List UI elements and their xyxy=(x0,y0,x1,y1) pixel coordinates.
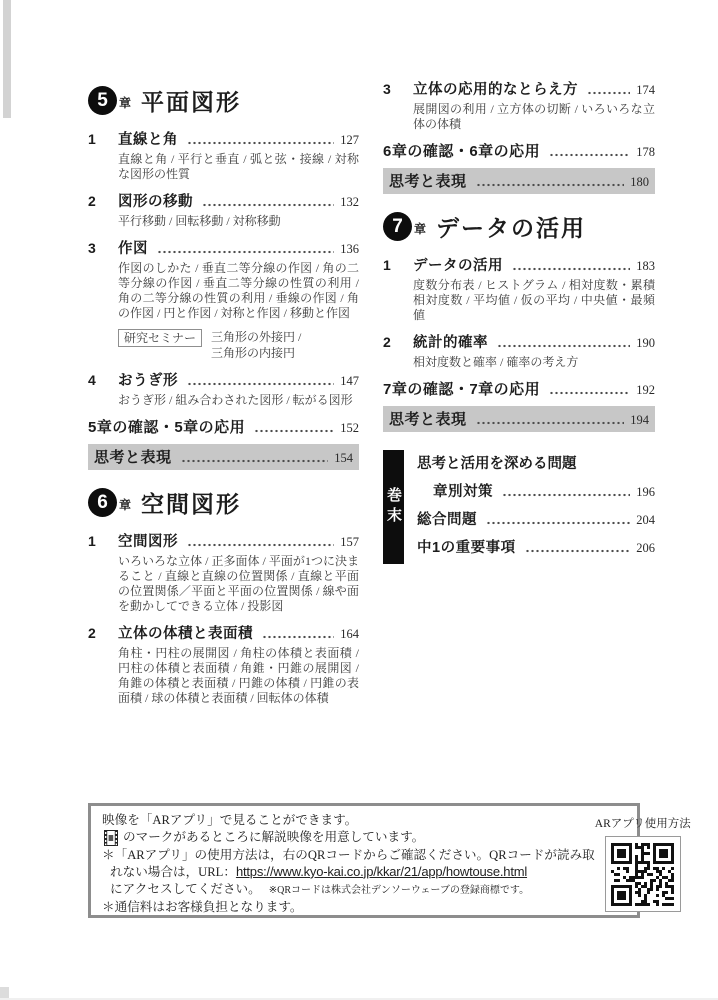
chapter-heading xyxy=(88,84,359,117)
leader-dots xyxy=(549,391,630,395)
section-description: いろいろな立体 / 正多面体 / 平面が1つに決まること / 直線と直線の位置関係 / 直線と平面の位置関係／平面と平面の位置関係 / 線や面を動かしてできる立体 / 投影図 xyxy=(118,554,359,613)
section-description: 展開図の利用 / 立方体の切断 / いろいろな立体の体積 xyxy=(413,102,655,131)
chapter-suffix: 章 xyxy=(414,222,427,236)
leader-dots xyxy=(486,521,630,525)
page-number: 194 xyxy=(630,413,649,427)
review-entry xyxy=(383,378,655,399)
ar-app-notice-text xyxy=(102,812,595,915)
section-title: 空間図形 xyxy=(118,534,178,550)
section-description: 作図のしかた / 垂直二等分線の作図 / 角の二等分線の作図 / 垂直二等分線の性質の利用 / 角の二等分線の性質の利用 / 垂線の作図 / 角の作図 / 円と作図 / 対称と作図 / 移動と作図 xyxy=(118,261,359,320)
seminar-line-1: 三角形の外接円 / xyxy=(211,330,302,344)
toc-column-right xyxy=(383,78,655,564)
review-title: 6章の確認・6章の応用 xyxy=(383,143,541,160)
chapter-title: 空間図形 xyxy=(141,491,242,517)
toc-section xyxy=(88,128,359,182)
section-title: 作図 xyxy=(118,241,148,257)
chapter-title: データの活用 xyxy=(436,215,587,241)
leader-dots xyxy=(587,91,630,95)
section-number: 3 xyxy=(88,240,96,256)
leader-dots xyxy=(187,141,334,145)
toc-section xyxy=(383,331,655,370)
toc-row xyxy=(88,369,359,390)
seminar-label: 研究セミナー xyxy=(118,329,202,347)
backmatter-block xyxy=(383,450,655,564)
toc-row xyxy=(88,237,359,258)
page-number: 180 xyxy=(630,175,649,189)
backmatter-body xyxy=(417,450,655,564)
section-number: 1 xyxy=(88,533,96,549)
toc-row xyxy=(88,128,359,149)
toc-column-left xyxy=(88,84,359,714)
leader-dots xyxy=(187,543,334,547)
footer-line-1 xyxy=(102,812,595,829)
highlight-entry xyxy=(383,168,655,194)
chapter-suffix: 章 xyxy=(119,96,132,110)
highlight-entry xyxy=(383,406,655,432)
backmatter-item-title: 総合問題 xyxy=(417,512,477,528)
qr-label: ARアプリ使用方法 xyxy=(594,818,691,830)
ar-app-notice-box xyxy=(88,803,691,918)
page-number: 178 xyxy=(636,145,655,159)
toc-section xyxy=(88,369,359,408)
ar-app-qr-area xyxy=(595,812,691,911)
page-number: 196 xyxy=(636,485,655,499)
section-description: 直線と角 / 平行と垂直 / 弧と弦・接線 / 対称な図形の性質 xyxy=(118,152,359,181)
leader-dots xyxy=(262,635,334,639)
page-number: 192 xyxy=(636,383,655,397)
page-number: 136 xyxy=(340,242,359,256)
toc-row xyxy=(383,78,655,99)
leader-dots xyxy=(254,429,334,433)
photo-edge-strip-top xyxy=(3,0,11,118)
qr-trademark-note: ※QRコードは株式会社デンソーウェーブの登録商標です。 xyxy=(268,885,530,897)
page-number: 152 xyxy=(340,421,359,435)
backmatter-item xyxy=(417,508,655,529)
toc-row xyxy=(88,190,359,211)
page-number: 183 xyxy=(636,259,655,273)
section-title: 図形の移動 xyxy=(118,194,193,210)
leader-dots xyxy=(157,250,334,254)
toc-row xyxy=(383,254,655,275)
footer-line-6-text: ＊通信料はお客様負担となります。 xyxy=(102,900,303,915)
toc-section xyxy=(383,254,655,323)
qr-frame xyxy=(605,836,681,912)
backmatter-item xyxy=(417,536,655,557)
section-number: 2 xyxy=(383,334,391,350)
toc-section xyxy=(88,530,359,614)
backmatter-heading: 思考と活用を深める問題 xyxy=(417,456,577,472)
leader-dots xyxy=(181,459,328,463)
section-description: 相対度数と確率 / 確率の考え方 xyxy=(413,355,579,369)
toc-row xyxy=(383,331,655,352)
footer-line-3-text: ＊「ARアプリ」の使用方法は，右のQRコードからご確認ください。QRコードが読み取 xyxy=(102,847,595,862)
section-number: 2 xyxy=(88,193,96,209)
footer-line-5-text: にアクセスしてください。 xyxy=(110,882,261,897)
howtouse-url: https://www.kyo-kai.co.jp/kkar/21/app/howtouse.html xyxy=(235,863,528,879)
footer-line-2-text: のマークがあるところに解説映像を用意しています。 xyxy=(123,830,425,845)
page-number: 157 xyxy=(340,535,359,549)
section-title: おうぎ形 xyxy=(118,373,178,389)
review-title: 5章の確認・5章の応用 xyxy=(88,419,246,436)
section-description: 角柱・円柱の展開図 / 角柱の体積と表面積 / 円柱の体積と表面積 / 角錐・円錐の展開図 / 角錐の体積と表面積 / 円錐の体積 / 円錐の表面積 / 球の体積と表面積 / 回転体の体積 xyxy=(118,646,359,705)
footer-line-3 xyxy=(102,847,595,864)
section-description: おうぎ形 / 組み合わされた図形 / 転がる図形 xyxy=(118,393,353,407)
toc-section xyxy=(88,622,359,706)
leader-dots xyxy=(476,421,624,425)
chapter-number-badge: 7 xyxy=(383,212,412,241)
footer-line-4-prefix: れない場合は，URL： xyxy=(110,864,236,879)
toc-row xyxy=(88,622,359,643)
leader-dots xyxy=(497,344,630,348)
leader-dots xyxy=(512,267,630,271)
highlight-title: 思考と表現 xyxy=(94,449,172,466)
leader-dots xyxy=(476,183,624,187)
chapter-title: 平面図形 xyxy=(141,89,242,115)
toc-section xyxy=(383,78,655,132)
leader-dots xyxy=(202,203,334,207)
chapter-number-badge: 5 xyxy=(88,86,117,115)
page-number: 132 xyxy=(340,195,359,209)
page-number: 174 xyxy=(636,83,655,97)
section-description: 平行移動 / 回転移動 / 対称移動 xyxy=(118,214,281,228)
chapter-suffix: 章 xyxy=(119,498,132,512)
page-number: 204 xyxy=(636,513,655,527)
highlight-entry xyxy=(88,444,359,470)
section-description: 度数分布表 / ヒストグラム / 相対度数・累積相対度数 / 平均値 / 仮の平均 / 中央値・最頻値 xyxy=(413,278,655,322)
section-number: 1 xyxy=(88,131,96,147)
leader-dots xyxy=(525,549,630,553)
seminar-text xyxy=(211,329,359,361)
backmatter-item xyxy=(433,480,655,501)
page-number: 147 xyxy=(340,374,359,388)
leader-dots xyxy=(187,382,334,386)
backmatter-tab: 巻末 xyxy=(383,450,404,564)
footer-line-4 xyxy=(102,864,595,881)
highlight-title: 思考と表現 xyxy=(389,173,467,190)
page-number: 127 xyxy=(340,133,359,147)
qr-code xyxy=(611,843,674,906)
toc-section xyxy=(88,190,359,229)
review-title: 7章の確認・7章の応用 xyxy=(383,381,541,398)
backmatter-item-title: 中1の重要事項 xyxy=(417,540,516,556)
leader-dots xyxy=(502,493,630,497)
section-title: 立体の体積と表面積 xyxy=(118,626,253,642)
section-title: 立体の応用的なとらえ方 xyxy=(413,82,578,98)
section-title: 直線と角 xyxy=(118,132,178,148)
toc-row xyxy=(88,530,359,551)
footer-line-2 xyxy=(102,829,595,846)
page-number: 164 xyxy=(340,627,359,641)
section-title: データの活用 xyxy=(413,258,503,274)
research-seminar xyxy=(118,329,359,361)
chapter-heading xyxy=(88,486,359,519)
page-number: 154 xyxy=(334,451,353,465)
film-strip-icon xyxy=(104,830,118,846)
seminar-line-2: 三角形の内接円 xyxy=(211,346,296,360)
review-entry xyxy=(88,416,359,437)
section-title: 統計的確率 xyxy=(413,335,488,351)
section-number: 3 xyxy=(383,81,391,97)
page-number: 206 xyxy=(636,541,655,555)
page-number: 190 xyxy=(636,336,655,350)
toc-section xyxy=(88,237,359,321)
section-number: 4 xyxy=(88,372,96,388)
review-entry xyxy=(383,140,655,161)
backmatter-item-title: 章別対策 xyxy=(433,484,493,500)
footer-line-5 xyxy=(102,881,595,899)
footer-line-6 xyxy=(102,899,595,916)
section-number: 2 xyxy=(88,625,96,641)
section-number: 1 xyxy=(383,257,391,273)
chapter-number-badge: 6 xyxy=(88,488,117,517)
leader-dots xyxy=(549,153,630,157)
chapter-heading xyxy=(383,210,655,243)
highlight-title: 思考と表現 xyxy=(389,411,467,428)
footer-line-1-text: 映像を「ARアプリ」で見ることができます。 xyxy=(102,813,358,827)
